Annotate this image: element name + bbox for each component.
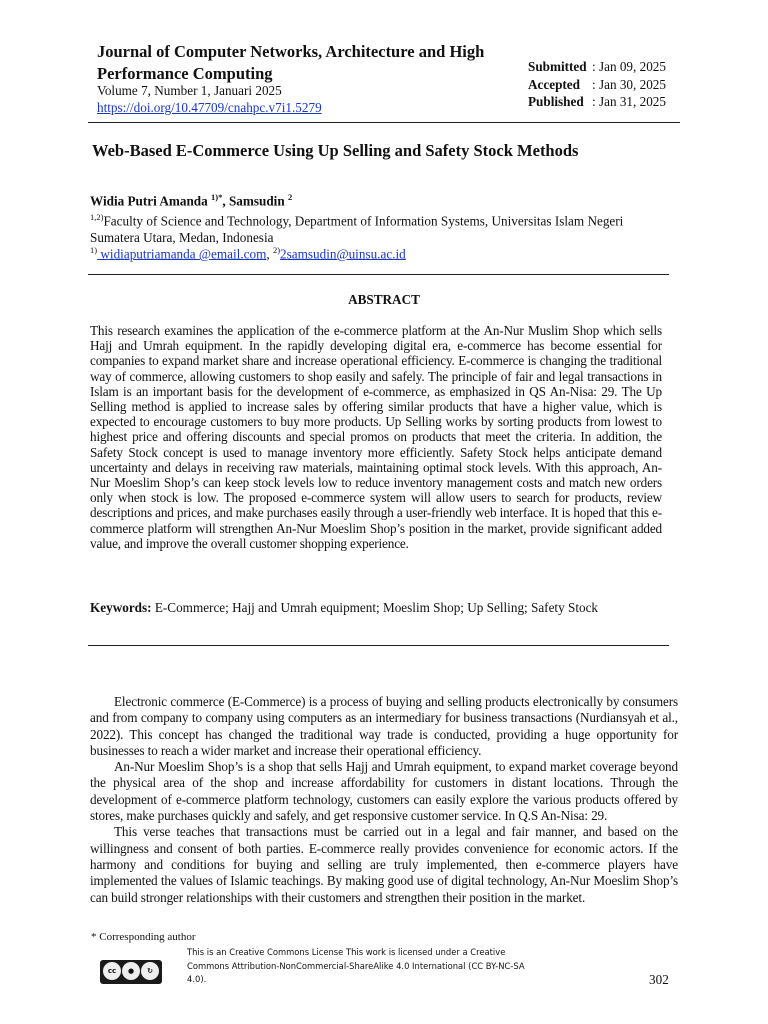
publication-dates — [528, 58, 666, 111]
body-paragraph-1: Electronic commerce (E-Commerce) is a process of buying and selling products electronically by consumers and from company to company using computers as an intermediary for business transactions (Nurdiansyah et al., 2022). This concept has changed the traditional way trade is conducted, providing a huge opportunity for businesses to reach a wider market and increase their operational efficiency. — [90, 694, 678, 758]
affiliation: $^{1,2)}$Faculty of Science and Technology, Department of Information Systems, Universitas Islam Negeri Sumatera Utara, Medan, Indonesia — [90, 212, 624, 245]
accepted-date: Accepted : Jan 30, 2025 — [528, 76, 666, 92]
sa-icon: ↻ — [141, 962, 159, 980]
paper-title: Web-Based E-Commerce Using Up Selling and Safety Stock Methods — [92, 141, 579, 160]
abstract-bottom-divider — [88, 645, 669, 646]
author-emails: $^{1)}$ widiaputriamanda @email.com, $^{2)}$2samsudin@uinsu.ac.id — [90, 245, 406, 262]
submitted-date: Submitted : Jan 09, 2025 — [528, 59, 666, 74]
by-icon: ● — [122, 962, 140, 980]
abstract-text: This research examines the application of the e-commerce platform at the An-Nur Muslim Shop which sells Hajj and Umrah equipment. In the rapidly developing digital era, e-commerce has become essential for companies to expand market share and increase operational efficiency. E-commerce is changing the traditional way of commerce, allowing customers to shop easily and safely. The principle of fair and legal transactions in Islam is an important basis for the development of e-commerce, as emphasized in QS An-Nisa: 29. The Up Selling method is applied to increase sales by offering similar products that have a higher value, which is expected to encourage customers to buy more products. Up Selling works by sorting products from lowest to highest price and offering discounts and special promos on products that meet the criteria. In addition, the Safety Stock concept is used to manage inventory more efficiently. Safety Stock helps anticipate demand uncertainty and delays in receiving raw materials, maintaining optimal stock levels. With this approach, An-Nur Moeslim Shop’s can keep stock levels low to reduce inventory management costs and match new orders only when stock is low. The proposed e-commerce system will allow users to search for products, review descriptions and prices, and make purchases easily through a user-friendly web interface. It is hoped that this e-commerce platform will strengthen An-Nur Moeslim Shop’s position in the market, provide significant added value, and improve the overall customer shopping experience. — [90, 323, 662, 551]
corresponding-author-note: * Corresponding author — [91, 931, 196, 943]
license-text: This is an Creative Commons License This work is licensed under a Creative Commons Attribution-NonCommercial-ShareAlike 4.0 International (CC BY-NC-SA 4.0). — [187, 947, 525, 984]
published-date: Published : Jan 31, 2025 — [528, 94, 666, 109]
abstract-top-divider — [88, 274, 669, 275]
page-number: 302 — [649, 972, 669, 987]
email-link-1[interactable]: widiaputriamanda @email.com — [97, 246, 267, 262]
cc-license-badge-icon[interactable] — [100, 960, 162, 984]
abstract-heading: ABSTRACT — [348, 292, 420, 307]
journal-volume: Volume 7, Number 1, Januari 2025 — [97, 83, 282, 98]
cc-icon: cc — [103, 962, 121, 980]
doi-link[interactable]: https://doi.org/10.47709/cnahpc.v7i1.5279 — [97, 100, 322, 115]
journal-title: Journal of Computer Networks, Architecture and High Performance Computing — [97, 42, 485, 83]
body-paragraph-2: An-Nur Moeslim Shop’s is a shop that sells Hajj and Umrah equipment, to expand market coverage beyond the physical area of the shop and increase affordability for customers in distant locations. Through the development of e-commerce platform technology, customers can easily explore the various products offered by stores, make purchases quickly and safely, and get responsive customer service. In Q.S An-Nisa: 29. — [90, 759, 678, 824]
email-link-2[interactable]: 2samsudin@uinsu.ac.id — [280, 246, 406, 262]
author-list: Widia Putri Amanda $^{1)*}$, Samsudin $^2$ — [90, 192, 293, 209]
body-paragraph-3: This verse teaches that transactions must be carried out in a legal and fair manner, and based on the willingness and consent of both parties. E-commerce really provides convenience for economic actors. If the harmony and conditions for buying and selling are truly implemented, then e-commerce players have implemented the values of Islamic teachings. By making good use of digital technology, An-Nur Moeslim Shop’s can build stronger relationships with their customers and strengthen their position in the market. — [90, 824, 678, 905]
header-divider — [88, 122, 680, 123]
body-text — [90, 694, 678, 906]
keywords: Keywords: E-Commerce; Hajj and Umrah equipment; Moeslim Shop; Up Selling; Safety Stock — [90, 600, 599, 615]
